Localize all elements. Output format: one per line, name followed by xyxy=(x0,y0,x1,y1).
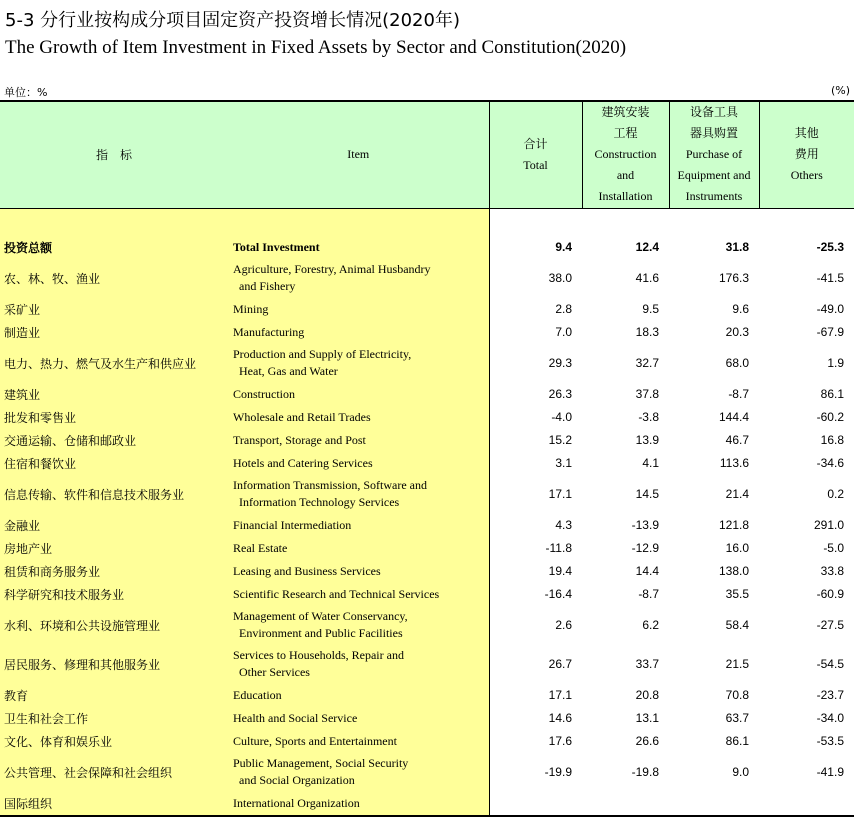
cell-construction: 18.3 xyxy=(635,325,659,339)
header-others xyxy=(759,101,854,208)
row-label-en xyxy=(228,792,489,816)
cell-equipment: 121.8 xyxy=(718,518,749,532)
cell-total: 3.1 xyxy=(555,456,572,470)
cell-others: -23.7 xyxy=(816,688,844,702)
table-row xyxy=(0,645,854,684)
row-label-en-line1: Production and Supply of Electricity, xyxy=(233,347,412,361)
row-label-en xyxy=(228,583,489,606)
header-others-cn1: 其他 xyxy=(794,126,819,141)
row-label-en-line2: Information Technology Services xyxy=(239,495,400,509)
row-label-cn: 文化、体育和娱乐业 xyxy=(0,730,228,753)
row-label-en xyxy=(228,606,489,645)
header-construction xyxy=(582,101,669,208)
cell-total xyxy=(489,792,582,816)
table-row xyxy=(0,406,854,429)
header-construction-en1: Construction xyxy=(594,147,657,162)
cell-total: 4.3 xyxy=(555,518,572,532)
table-row-total xyxy=(0,236,854,259)
table-row xyxy=(0,730,854,753)
cell-equipment: 9.0 xyxy=(732,765,749,779)
table-row xyxy=(0,344,854,383)
cell-construction: 20.8 xyxy=(635,688,659,702)
table-row xyxy=(0,429,854,452)
row-label-cn: 住宿和餐饮业 xyxy=(0,452,228,475)
row-label-en-line1: Mining xyxy=(233,301,269,316)
page-title-en: The Growth of Item Investment in Fixed Assets by Sector and Constitution(2020) xyxy=(5,37,627,58)
header-others-cn2: 费用 xyxy=(794,147,819,162)
cell-total: -16.4 xyxy=(544,587,572,601)
cell-others: -49.0 xyxy=(816,302,844,316)
row-label-en-line2: Heat, Gas and Water xyxy=(239,364,338,378)
row-label-en-line2: and Social Organization xyxy=(239,773,355,787)
row-label-en xyxy=(228,298,489,321)
row-label-en xyxy=(228,730,489,753)
cell-total: 17.6 xyxy=(548,734,572,748)
table-row xyxy=(0,452,854,475)
cell-construction: 6.2 xyxy=(642,618,659,632)
header-others-en: Others xyxy=(790,168,823,183)
cell-equipment: 70.8 xyxy=(725,688,749,702)
cell-others: -5.0 xyxy=(823,541,844,555)
cell-others: -25.3 xyxy=(816,240,844,254)
header-item-en: Item xyxy=(228,101,489,208)
row-label-en-line1: Wholesale and Retail Trades xyxy=(233,409,371,424)
cell-others: -34.6 xyxy=(816,456,844,470)
cell-equipment: 46.7 xyxy=(725,433,749,447)
cell-total: 2.8 xyxy=(555,302,572,316)
cell-total: 15.2 xyxy=(548,433,572,447)
cell-construction: 26.6 xyxy=(635,734,659,748)
cell-total: -4.0 xyxy=(551,410,572,424)
row-label-en-line1: Health and Social Service xyxy=(233,710,358,725)
row-label-cn: 国际组织 xyxy=(0,792,228,816)
row-label-en-line2: Environment and Public Facilities xyxy=(239,626,403,640)
cell-equipment: -8.7 xyxy=(728,387,749,401)
row-label-cn: 水利、环境和公共设施管理业 xyxy=(0,606,228,645)
row-label-en-line1: Financial Intermediation xyxy=(233,517,352,532)
header-equipment-en3: Instruments xyxy=(685,189,743,204)
row-label-cn: 建筑业 xyxy=(0,383,228,406)
cell-others: 0.2 xyxy=(827,487,844,501)
cell-equipment: 113.6 xyxy=(719,456,749,470)
row-label-cn: 科学研究和技术服务业 xyxy=(0,583,228,606)
cell-others xyxy=(759,792,854,816)
table-row xyxy=(0,792,854,816)
row-label-en xyxy=(228,406,489,429)
row-label-en xyxy=(228,452,489,475)
row-label-en xyxy=(228,537,489,560)
row-label-cn: 卫生和社会工作 xyxy=(0,707,228,730)
cell-others: -60.9 xyxy=(816,587,844,601)
row-label-cn: 房地产业 xyxy=(0,537,228,560)
table-row xyxy=(0,514,854,537)
cell-total: -11.8 xyxy=(545,541,572,555)
row-label-en-line1: Public Management, Social Security xyxy=(233,756,409,770)
cell-equipment: 20.3 xyxy=(725,325,749,339)
cell-others: -53.5 xyxy=(816,734,844,748)
cell-construction: 41.6 xyxy=(635,271,659,285)
cell-construction: 33.7 xyxy=(635,657,659,671)
row-label-cn: 居民服务、修理和其他服务业 xyxy=(0,645,228,684)
cell-construction: 13.9 xyxy=(635,433,659,447)
row-label-en xyxy=(228,514,489,537)
row-label-cn: 金融业 xyxy=(0,514,228,537)
cell-others: 1.9 xyxy=(827,356,844,370)
cell-others: -27.5 xyxy=(816,618,844,632)
cell-others: 86.1 xyxy=(820,387,844,401)
cell-equipment xyxy=(669,792,759,816)
row-label-cn: 公共管理、社会保障和社会组织 xyxy=(0,753,228,792)
row-label-en xyxy=(228,429,489,452)
header-construction-en3: Installation xyxy=(598,189,653,204)
table-row xyxy=(0,259,854,298)
cell-total: 38.0 xyxy=(548,271,572,285)
header-equipment-cn1: 设备工具 xyxy=(689,105,738,120)
cell-construction: 32.7 xyxy=(635,356,659,370)
row-label-en-line1: Education xyxy=(233,687,282,702)
row-label-cn: 制造业 xyxy=(0,321,228,344)
cell-equipment: 68.0 xyxy=(725,356,749,370)
cell-construction xyxy=(582,792,669,816)
cell-others: -54.5 xyxy=(816,657,844,671)
header-equipment-cn2: 器具购置 xyxy=(689,126,738,141)
row-label-cn: 采矿业 xyxy=(0,298,228,321)
cell-total: 14.6 xyxy=(548,711,572,725)
row-label-en xyxy=(228,645,489,684)
header-construction-en2: and xyxy=(616,168,635,183)
cell-total: 2.6 xyxy=(555,618,572,632)
page-title-cn: 5-3 分行业按构成分项目固定资产投资增长情况(2020年) xyxy=(5,10,460,31)
row-label-en xyxy=(228,236,489,259)
table-row xyxy=(0,707,854,730)
cell-construction: -8.7 xyxy=(638,587,659,601)
header-total-en: Total xyxy=(523,157,548,172)
cell-construction: 14.5 xyxy=(635,487,659,501)
cell-others: -60.2 xyxy=(816,410,844,424)
row-label-cn: 交通运输、仓储和邮政业 xyxy=(0,429,228,452)
cell-equipment: 31.8 xyxy=(725,240,749,254)
row-label-en xyxy=(228,475,489,514)
row-label-cn: 投资总额 xyxy=(0,236,228,259)
cell-others: 33.8 xyxy=(820,564,844,578)
row-label-en-line1: Information Transmission, Software and xyxy=(233,478,427,492)
row-label-en xyxy=(228,344,489,383)
cell-equipment: 138.0 xyxy=(718,564,749,578)
table-row xyxy=(0,583,854,606)
cell-total: 19.4 xyxy=(548,564,572,578)
row-label-cn: 批发和零售业 xyxy=(0,406,228,429)
row-label-en-line1: Total Investment xyxy=(233,239,320,254)
cell-construction: -13.9 xyxy=(631,518,659,532)
cell-others: -67.9 xyxy=(816,325,844,339)
cell-equipment: 63.7 xyxy=(725,711,749,725)
cell-total: -19.9 xyxy=(544,765,572,779)
row-label-en-line1: Manufacturing xyxy=(233,324,305,339)
cell-construction: 4.1 xyxy=(642,456,659,470)
row-label-en xyxy=(228,560,489,583)
cell-construction: 13.1 xyxy=(635,711,659,725)
cell-construction: 9.5 xyxy=(642,302,659,316)
header-total-cn: 合计 xyxy=(523,136,548,151)
table-row xyxy=(0,560,854,583)
table-row xyxy=(0,537,854,560)
row-label-en xyxy=(228,707,489,730)
header-total xyxy=(489,101,582,208)
cell-total: 17.1 xyxy=(548,487,572,501)
header-equipment-en2: Equipment and xyxy=(677,168,751,183)
row-label-cn: 农、林、牧、渔业 xyxy=(0,259,228,298)
row-label-en-line1: Scientific Research and Technical Services xyxy=(233,586,440,601)
row-label-en-line1: Real Estate xyxy=(233,540,288,555)
cell-equipment: 176.3 xyxy=(718,271,749,285)
cell-others: 16.8 xyxy=(820,433,844,447)
row-label-en-line1: Construction xyxy=(233,386,295,401)
unit-label-right: (%) xyxy=(830,84,850,97)
table-row xyxy=(0,475,854,514)
row-label-cn: 教育 xyxy=(0,684,228,707)
cell-equipment: 86.1 xyxy=(725,734,749,748)
cell-total: 26.3 xyxy=(548,387,572,401)
header-construction-cn1: 建筑安装 xyxy=(601,105,650,120)
cell-equipment: 9.6 xyxy=(732,302,749,316)
row-label-cn: 租赁和商务服务业 xyxy=(0,560,228,583)
cell-total: 26.7 xyxy=(548,657,572,671)
row-label-en-line1: Services to Households, Repair and xyxy=(233,648,404,662)
row-label-en-line1: Culture, Sports and Entertainment xyxy=(233,733,397,748)
table-row xyxy=(0,753,854,792)
cell-equipment: 58.4 xyxy=(725,618,749,632)
cell-construction: 37.8 xyxy=(635,387,659,401)
header-construction-cn2: 工程 xyxy=(613,126,638,141)
row-label-en-line1: Hotels and Catering Services xyxy=(233,455,373,470)
table-header-row xyxy=(0,101,854,208)
table-row xyxy=(0,383,854,406)
cell-equipment: 144.4 xyxy=(718,410,749,424)
row-label-en xyxy=(228,684,489,707)
row-label-en-line1: Management of Water Conservancy, xyxy=(233,609,408,623)
table-row xyxy=(0,298,854,321)
cell-equipment: 21.5 xyxy=(725,657,749,671)
cell-others: -41.5 xyxy=(816,271,844,285)
row-label-cn: 电力、热力、燃气及水生产和供应业 xyxy=(0,344,228,383)
cell-others: -34.0 xyxy=(816,711,844,725)
header-equipment xyxy=(669,101,759,208)
row-label-en-line2: and Fishery xyxy=(239,279,296,293)
cell-total: 29.3 xyxy=(548,356,572,370)
cell-equipment: 35.5 xyxy=(725,587,749,601)
cell-total: 7.0 xyxy=(555,325,572,339)
row-label-en-line1: International Organization xyxy=(233,795,360,810)
cell-others: -41.9 xyxy=(816,765,844,779)
table-row xyxy=(0,684,854,707)
spacer-row xyxy=(0,208,854,236)
row-label-cn: 信息传输、软件和信息技术服务业 xyxy=(0,475,228,514)
row-label-en-line1: Leasing and Business Services xyxy=(233,563,381,578)
header-indicator-cn: 指 标 xyxy=(0,101,228,208)
investment-growth-table xyxy=(0,100,854,817)
table-row xyxy=(0,321,854,344)
cell-construction: -19.8 xyxy=(631,765,659,779)
row-label-en xyxy=(228,383,489,406)
table-row xyxy=(0,606,854,645)
cell-construction: 12.4 xyxy=(635,240,659,254)
cell-construction: -12.9 xyxy=(631,541,659,555)
cell-others: 291.0 xyxy=(813,518,844,532)
row-label-en xyxy=(228,259,489,298)
row-label-en-line2: Other Services xyxy=(239,665,310,679)
row-label-en-line1: Agriculture, Forestry, Animal Husbandry xyxy=(233,262,431,276)
row-label-en xyxy=(228,753,489,792)
header-equipment-en1: Purchase of xyxy=(685,147,743,162)
row-label-en-line1: Transport, Storage and Post xyxy=(233,432,366,447)
cell-total: 17.1 xyxy=(548,688,572,702)
cell-equipment: 21.4 xyxy=(725,487,749,501)
cell-construction: -3.8 xyxy=(638,410,659,424)
unit-label: 单位：% xyxy=(4,86,48,99)
cell-total: 9.4 xyxy=(555,240,572,254)
row-label-en xyxy=(228,321,489,344)
cell-equipment: 16.0 xyxy=(725,541,749,555)
cell-construction: 14.4 xyxy=(635,564,659,578)
